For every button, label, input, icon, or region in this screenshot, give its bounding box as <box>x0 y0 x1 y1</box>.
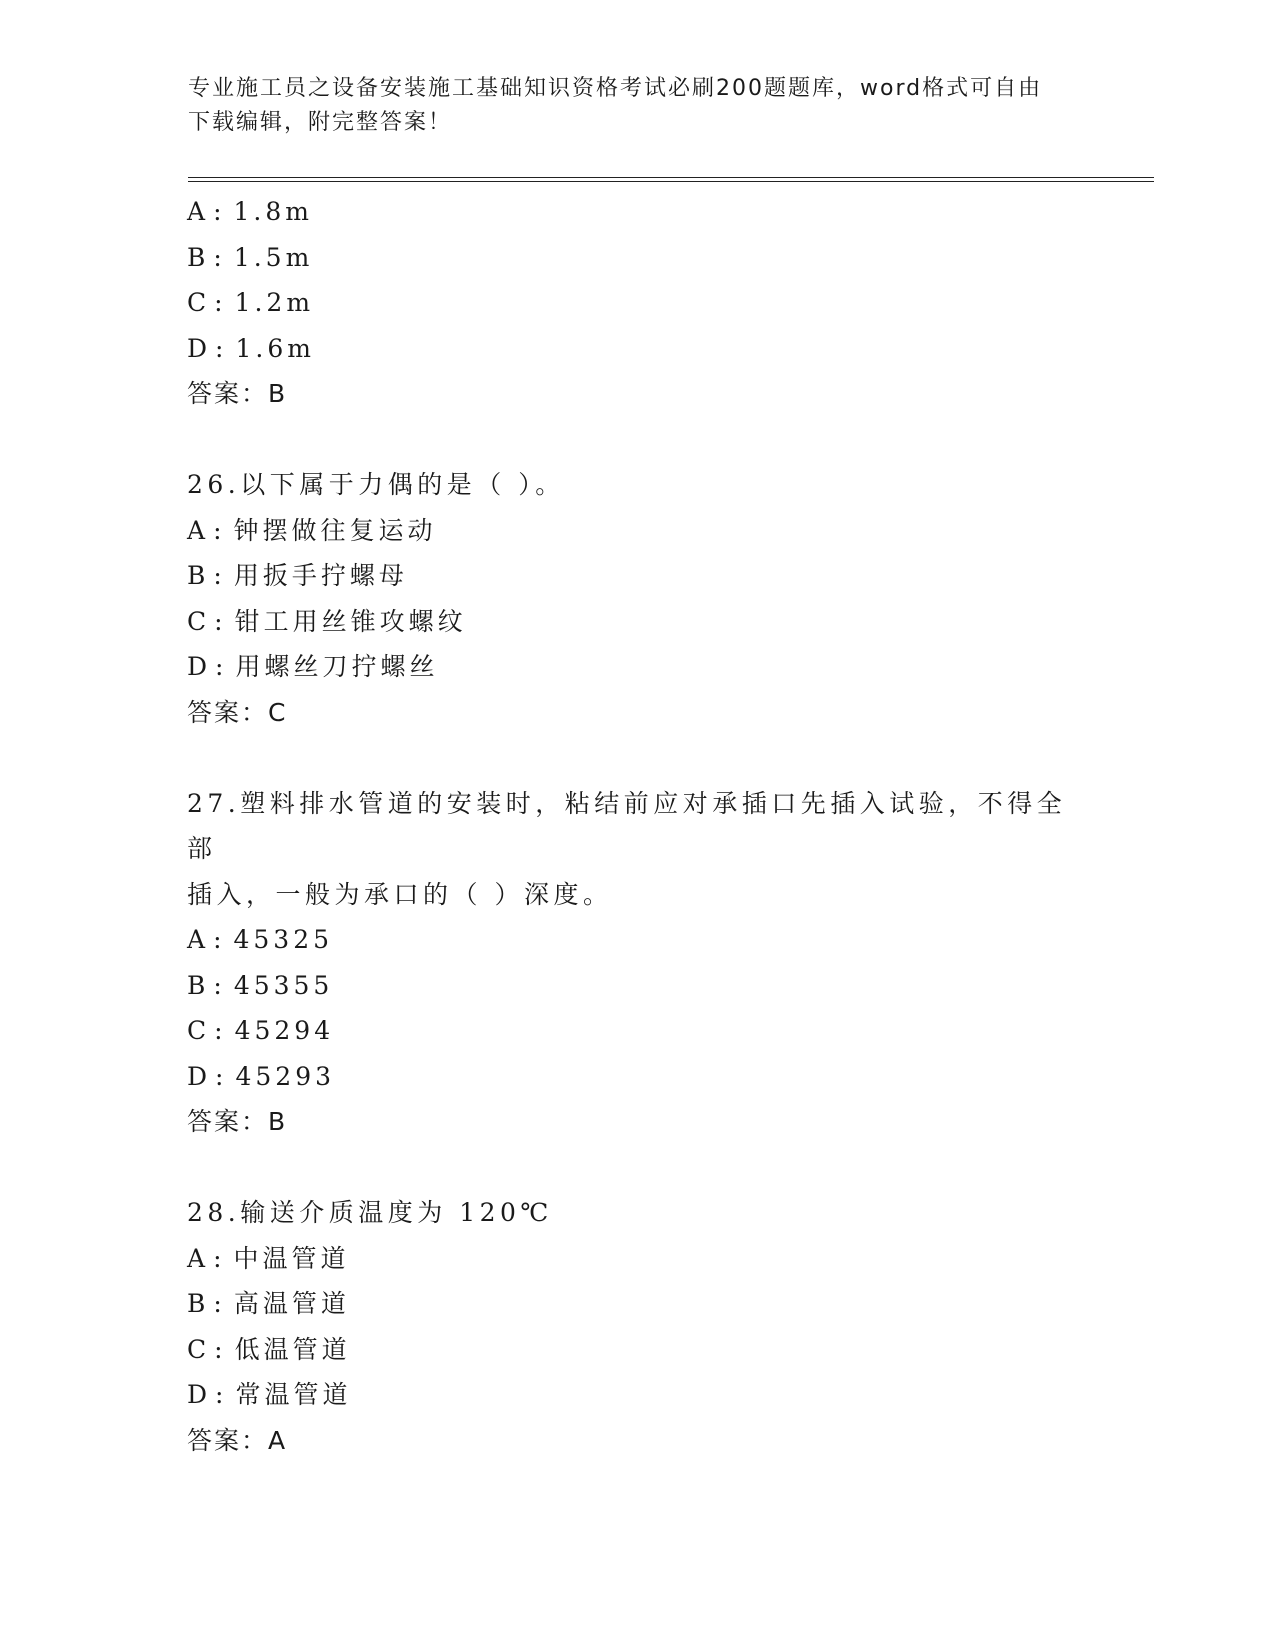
header-line-2: 下载编辑，附完整答案！ <box>188 110 453 135</box>
header-line-1: 专业施工员之设备安装施工基础知识资格考试必刷200题题库，word格式可自由 <box>188 76 1043 101</box>
question-list <box>187 189 1087 1463</box>
answer: 答案：A <box>187 1425 288 1455</box>
option-c: C : 1.2m <box>187 288 315 317</box>
option-c: C : 钳工用丝锥攻螺纹 <box>187 606 467 636</box>
option-a: A : 钟摆做往复运动 <box>187 515 437 545</box>
question-28 <box>187 1190 1087 1463</box>
option-a: A : 中温管道 <box>187 1243 350 1273</box>
option-d: D : 用螺丝刀拧螺丝 <box>187 652 439 681</box>
option-b: B : 45355 <box>187 970 334 1000</box>
option-b: B : 用扳手拧螺母 <box>187 561 408 590</box>
question-27 <box>187 781 1087 1145</box>
question-stem: 28.输送介质温度为 120℃ <box>187 1198 553 1227</box>
option-c: C : 45294 <box>187 1016 335 1045</box>
answer: 答案：B <box>187 1107 288 1136</box>
option-d: D : 1.6m <box>187 333 315 363</box>
answer: 答案：C <box>187 697 288 727</box>
option-d: D : 常温管道 <box>187 1380 352 1409</box>
question-stem: 26.以下属于力偶的是（ ）。 <box>187 470 565 499</box>
header-divider-bottom <box>188 181 1154 182</box>
option-a: A : 45325 <box>187 925 334 954</box>
answer: 答案：B <box>187 379 288 408</box>
option-a: A : 1.8m <box>187 197 313 226</box>
question-stem-line-2: 插入，一般为承口的（ ）深度。 <box>187 879 613 909</box>
question-stem-line-1: 27.塑料排水管道的安装时，粘结前应对承插口先插入试验，不得全部 <box>187 788 1067 863</box>
question-25 <box>187 189 1087 417</box>
option-b: B : 1.5m <box>187 242 314 272</box>
document-header <box>188 72 1088 140</box>
option-c: C : 低温管道 <box>187 1334 351 1364</box>
question-26 <box>187 462 1087 735</box>
header-divider-top <box>188 177 1154 178</box>
option-d: D : 45293 <box>187 1061 336 1091</box>
option-b: B : 高温管道 <box>187 1289 350 1318</box>
